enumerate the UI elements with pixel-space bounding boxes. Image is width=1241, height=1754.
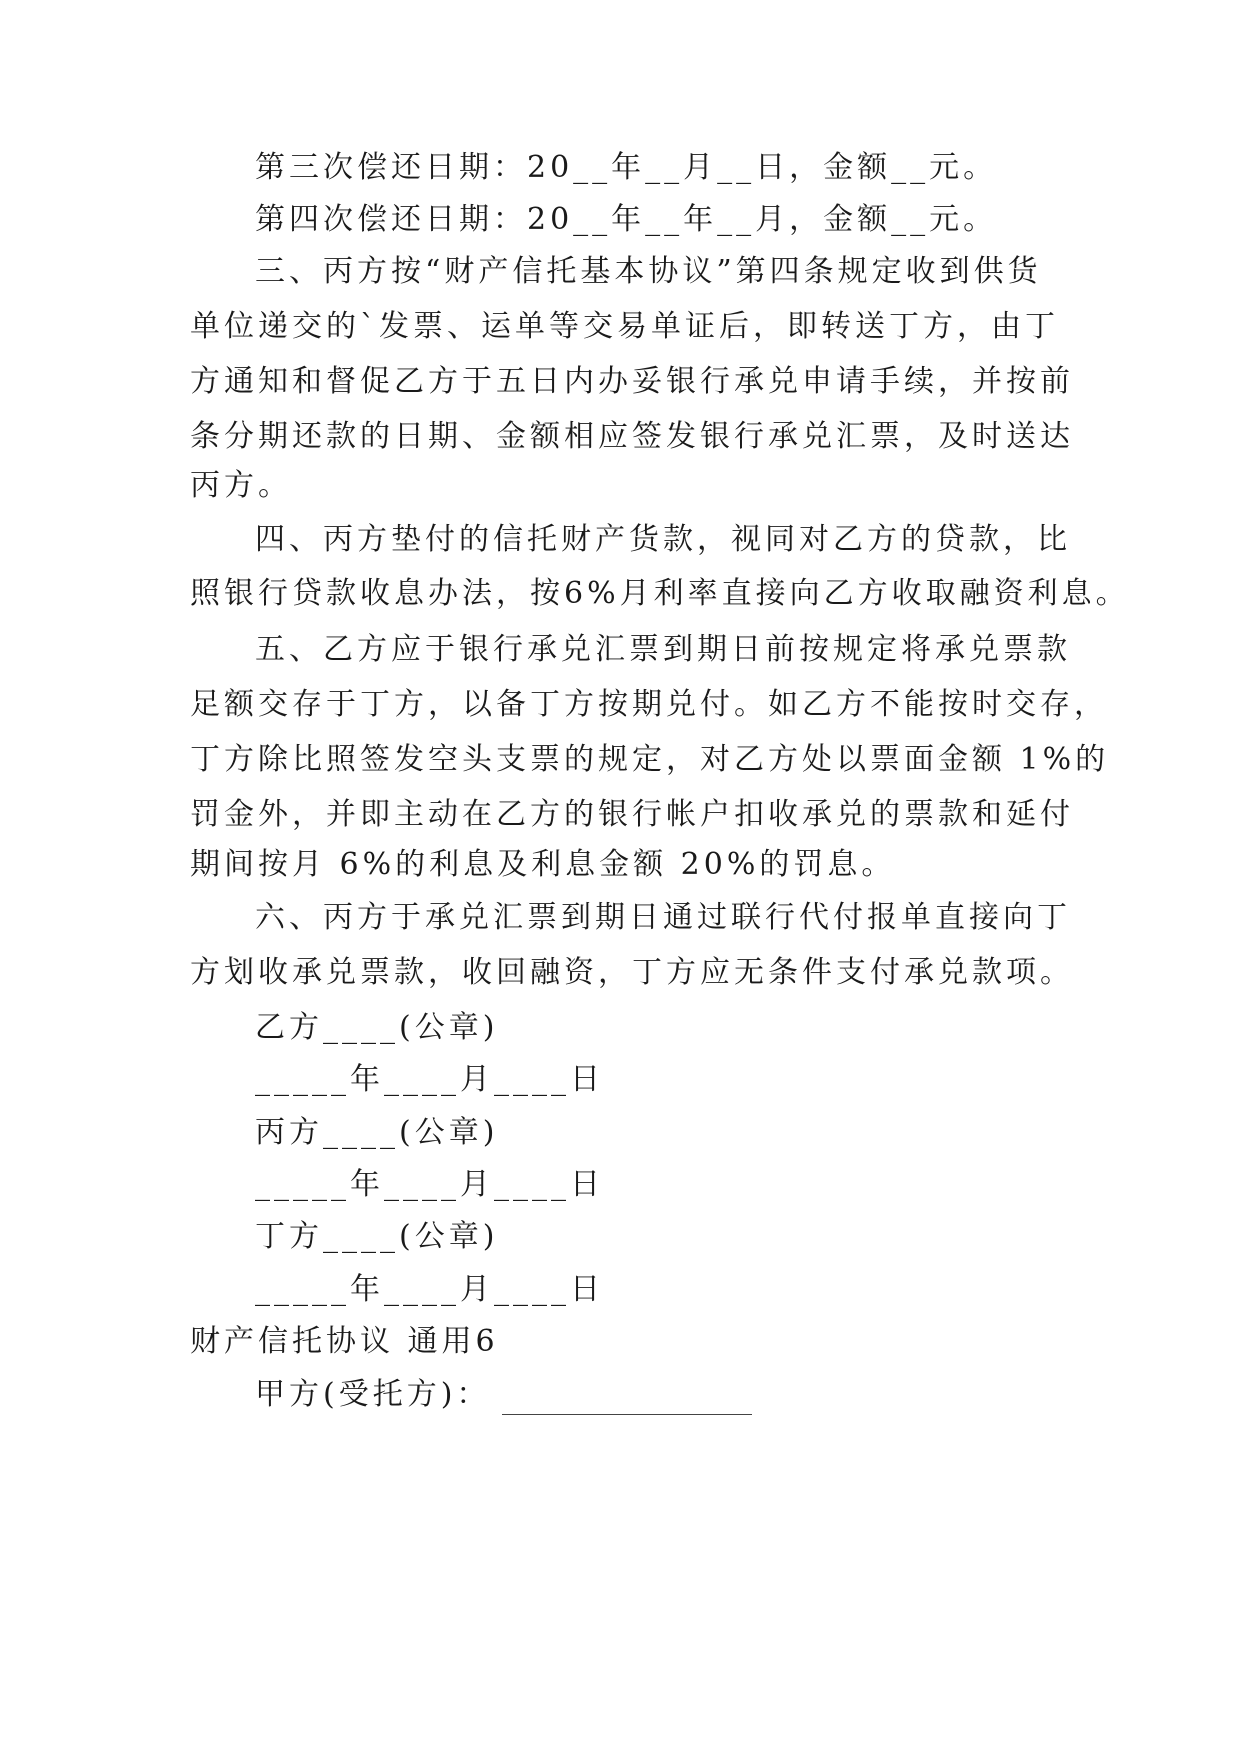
repayment-fourth-line: 第四次偿还日期：20__年__年__月，金额__元。 [255, 202, 998, 237]
section-title: 财产信托协议 通用6 [190, 1324, 499, 1359]
party-a-line [255, 1375, 1135, 1415]
clause-3-line-5: 丙方。 [190, 468, 292, 503]
clause-3-line-3: 方通知和督促乙方于五日内办妥银行承兑申请手续，并按前 [190, 364, 1074, 399]
clause-6-line-1: 六、丙方于承兑汇票到期日通过联行代付报单直接向丁 [255, 900, 1071, 935]
party-a-blank [502, 1392, 752, 1415]
party-d-seal: 丁方____(公章) [255, 1219, 499, 1254]
repayment-third-line: 第三次偿还日期：20__年__月__日，金额__元。 [255, 150, 998, 185]
clause-5-line-1: 五、乙方应于银行承兑汇票到期日前按规定将承兑票款 [255, 632, 1071, 667]
clause-3-line-1: 三、丙方按“财产信托基本协议”第四条规定收到供货 [255, 254, 1042, 289]
party-c-seal: 丙方____(公章) [255, 1115, 499, 1150]
clause-5-line-2: 足额交存于丁方，以备丁方按期兑付。如乙方不能按时交存， [190, 687, 1108, 722]
clause-6-line-2: 方划收承兑票款，收回融资，丁方应无条件支付承兑款项。 [190, 955, 1074, 990]
party-b-seal: 乙方____(公章) [255, 1010, 499, 1045]
party-d-date: _____年____月____日 [255, 1272, 604, 1307]
party-d-seal-date: _____年____月____日 [255, 1167, 604, 1202]
party-a-label: 甲方(受托方)： [255, 1377, 491, 1412]
clause-3-line-2: 单位递交的`发票、运单等交易单证后，即转送丁方，由丁 [190, 309, 1059, 344]
clause-5-line-4: 罚金外，并即主动在乙方的银行帐户扣收承兑的票款和延付 [190, 797, 1074, 832]
clause-5-line-3: 丁方除比照签发空头支票的规定，对乙方处以票面金额 1%的 [190, 742, 1110, 777]
clause-4-line-2: 照银行贷款收息办法，按6%月利率直接向乙方收取融资利息。 [190, 576, 1130, 611]
clause-4-line-1: 四、丙方垫付的信托财产货款，视同对乙方的贷款，比 [255, 522, 1071, 557]
clause-5-line-5: 期间按月 6%的利息及利息金额 20%的罚息。 [190, 847, 896, 882]
party-b-date: _____年____月____日 [255, 1062, 604, 1097]
clause-3-line-4: 条分期还款的日期、金额相应签发银行承兑汇票，及时送达 [190, 419, 1074, 454]
